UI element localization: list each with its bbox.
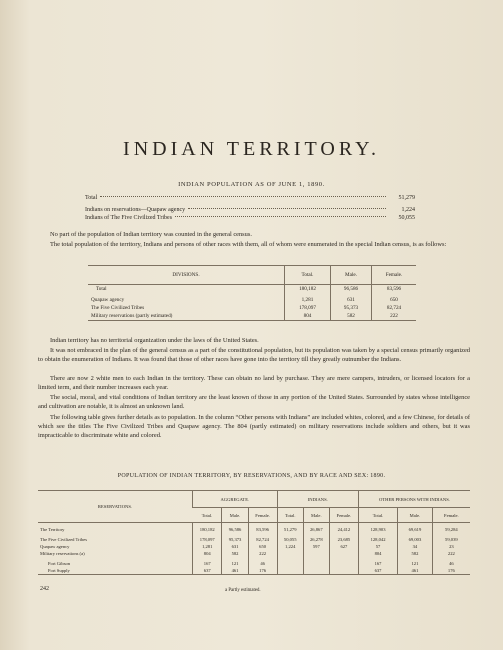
summary-row-five-tribes	[85, 215, 415, 223]
table-row	[38, 536, 470, 543]
summary-label: Indians of The Five Civilized Tribes	[85, 215, 173, 221]
column-header: Male.	[303, 508, 329, 523]
cell: 176	[432, 567, 470, 575]
cell: 631	[222, 543, 248, 550]
cell: The Territory	[40, 527, 65, 532]
cell: 82,724	[248, 536, 277, 543]
reservations-table-title: POPULATION OF INDIAN TERRITORY, BY RESERVATIONS, AND BY RACE AND SEX: 1890.	[117, 473, 386, 479]
leader-dots	[188, 208, 386, 209]
cell: 51,279	[277, 526, 303, 533]
cell: 23,685	[329, 536, 358, 543]
cell: The Five Civilized Tribes	[40, 537, 88, 542]
divisions-table	[88, 265, 416, 321]
cell: 597	[303, 543, 329, 550]
column-header: Female.	[329, 508, 358, 523]
cell	[303, 550, 329, 557]
cell: 637	[193, 567, 222, 575]
page-title: INDIAN TERRITORY.	[123, 138, 380, 160]
cell: 582	[331, 312, 372, 321]
cell: Quapaw agency	[91, 297, 125, 303]
summary-value: 50,055	[398, 215, 415, 221]
page-number: 242	[40, 586, 49, 592]
paragraph-white-men: There are now 2 white men to each Indian in the territory. These can obtain no land by purchase. They are mere campers, intruders, or licensed locators for a limited term, and their number increases each year.	[38, 375, 470, 391]
reservations-table	[38, 490, 470, 575]
cell: 222	[432, 550, 470, 557]
cell: 26,867	[303, 526, 329, 533]
column-header: Male.	[398, 508, 433, 523]
cell: 804	[358, 550, 397, 557]
cell: 461	[222, 567, 248, 575]
summary-label: Indians on reservations—Quapaw agency	[85, 207, 186, 213]
cell: 121	[398, 560, 433, 567]
cell: 582	[398, 550, 433, 557]
cell: Military reservations (partly estimated)	[91, 313, 173, 319]
column-header: Female.	[372, 266, 417, 285]
column-header: Male.	[222, 508, 248, 523]
cell: 1,281	[193, 543, 222, 550]
summary-row-quapaw	[85, 207, 415, 215]
cell: 34	[398, 543, 433, 550]
column-header: Total.	[285, 266, 331, 285]
column-header: Male.	[331, 266, 372, 285]
cell	[277, 550, 303, 557]
group-header: OTHER PERSONS WITH INDIANS.	[358, 491, 470, 508]
cell: 461	[398, 567, 433, 575]
cell: 650	[248, 543, 277, 550]
paragraph-no-census: No part of the population of Indian territory was counted in the general census.	[50, 231, 252, 238]
table-row	[38, 526, 470, 533]
table-row	[88, 312, 416, 321]
paragraph-total-population: The total population of the territory, Indians and persons of other races with them, all of whom were enumerated in the special Indian census, is as follows:	[50, 241, 447, 248]
table-row	[38, 543, 470, 550]
group-header: AGGREGATE.	[193, 491, 278, 508]
cell: 178,097	[285, 304, 331, 312]
cell	[303, 567, 329, 575]
cell: 69,619	[398, 526, 433, 533]
cell: 46	[248, 560, 277, 567]
cell	[303, 560, 329, 567]
population-subtitle: INDIAN POPULATION AS OF JUNE 1, 1890.	[178, 181, 325, 188]
column-header: Female.	[432, 508, 470, 523]
cell	[329, 567, 358, 575]
paragraph-no-organization: Indian territory has no territorial organization under the laws of the United States.	[50, 337, 259, 344]
summary-row-total	[85, 195, 415, 203]
cell: Total	[96, 286, 107, 292]
cell: 804	[193, 550, 222, 557]
cell: 83,596	[372, 285, 417, 294]
cell: 222	[248, 550, 277, 557]
cell: 631	[331, 296, 372, 304]
cell: 95,373	[331, 304, 372, 312]
cell: 180,182	[285, 285, 331, 294]
table-row	[38, 567, 470, 575]
cell: 167	[193, 560, 222, 567]
cell	[277, 567, 303, 575]
cell: 582	[222, 550, 248, 557]
cell: 176	[248, 567, 277, 575]
cell: 96,586	[331, 285, 372, 294]
cell: 804	[285, 312, 331, 321]
cell: 46	[432, 560, 470, 567]
cell: 637	[358, 567, 397, 575]
cell: 627	[329, 543, 358, 550]
cell: 23	[432, 543, 470, 550]
cell: 26,278	[303, 536, 329, 543]
cell: 222	[372, 312, 417, 321]
cell: 59,284	[432, 526, 470, 533]
cell: The Five Civilized Tribes	[91, 305, 145, 311]
group-header: INDIANS.	[277, 491, 358, 508]
cell	[329, 550, 358, 557]
cell: 50,055	[277, 536, 303, 543]
cell: 180,182	[193, 526, 222, 533]
summary-value: 51,279	[398, 195, 415, 201]
cell: 96,586	[222, 526, 248, 533]
cell: 59,039	[432, 536, 470, 543]
table-row	[38, 560, 470, 567]
cell: 1,224	[277, 543, 303, 550]
table-row	[88, 285, 416, 294]
cell: 82,724	[372, 304, 417, 312]
column-header: Total.	[277, 508, 303, 523]
cell	[329, 560, 358, 567]
cell: 121	[222, 560, 248, 567]
column-header: Total.	[358, 508, 397, 523]
column-header: RESERVATIONS.	[38, 491, 193, 523]
cell: 650	[372, 296, 417, 304]
table-row	[38, 550, 470, 557]
column-header: Total.	[193, 508, 222, 523]
cell: Fort Gibson	[48, 561, 71, 566]
cell: Quapaw agency	[40, 544, 70, 549]
paragraph-conditions: The social, moral, and vital conditions of Indian territory are the least known of those in any portion of the United States. Surrounded by states whose intelligence and cultivation are notable, it is almost an unknown land.	[38, 394, 470, 410]
cell: 178,097	[193, 536, 222, 543]
paragraph-table-details: The following table gives further details as to population. In the column “Other persons with Indians” are included whites, colored, and a few Chinese, for details of which see the titles The Five Civilized Tribes and Quapaw agency. The 804 (partly estimated) on military reservations include soldiers and others, but it was impracticable to discriminate white and colored.	[38, 414, 470, 439]
column-header: Female.	[248, 508, 277, 523]
cell	[277, 560, 303, 567]
cell: 167	[358, 560, 397, 567]
leader-dots	[175, 216, 386, 217]
cell: 83,596	[248, 526, 277, 533]
cell: 69,003	[398, 536, 433, 543]
table-row	[88, 304, 416, 312]
column-header: DIVISIONS.	[88, 266, 285, 285]
summary-label: Total	[85, 195, 98, 201]
cell: 95,373	[222, 536, 248, 543]
cell: 128,042	[358, 536, 397, 543]
summary-value: 1,224	[401, 207, 415, 213]
table-footnote: a Partly estimated.	[225, 588, 261, 593]
table-row	[88, 296, 416, 304]
leader-dots	[100, 196, 386, 197]
cell: 24,412	[329, 526, 358, 533]
cell: Fort Supply	[48, 568, 70, 573]
paragraph-general-census: It was not embraced in the plan of the general census as a part of the constitutional population, but its population was taken by a special census primarily organized to obtain the enumeration of Indians. It was found that those of other races have gone into the territory till they greatly outnumber the Indians.	[38, 347, 470, 363]
cell: 57	[358, 543, 397, 550]
cell: 128,903	[358, 526, 397, 533]
cell: 1,281	[285, 296, 331, 304]
cell: Military reservations (a)	[40, 551, 85, 556]
